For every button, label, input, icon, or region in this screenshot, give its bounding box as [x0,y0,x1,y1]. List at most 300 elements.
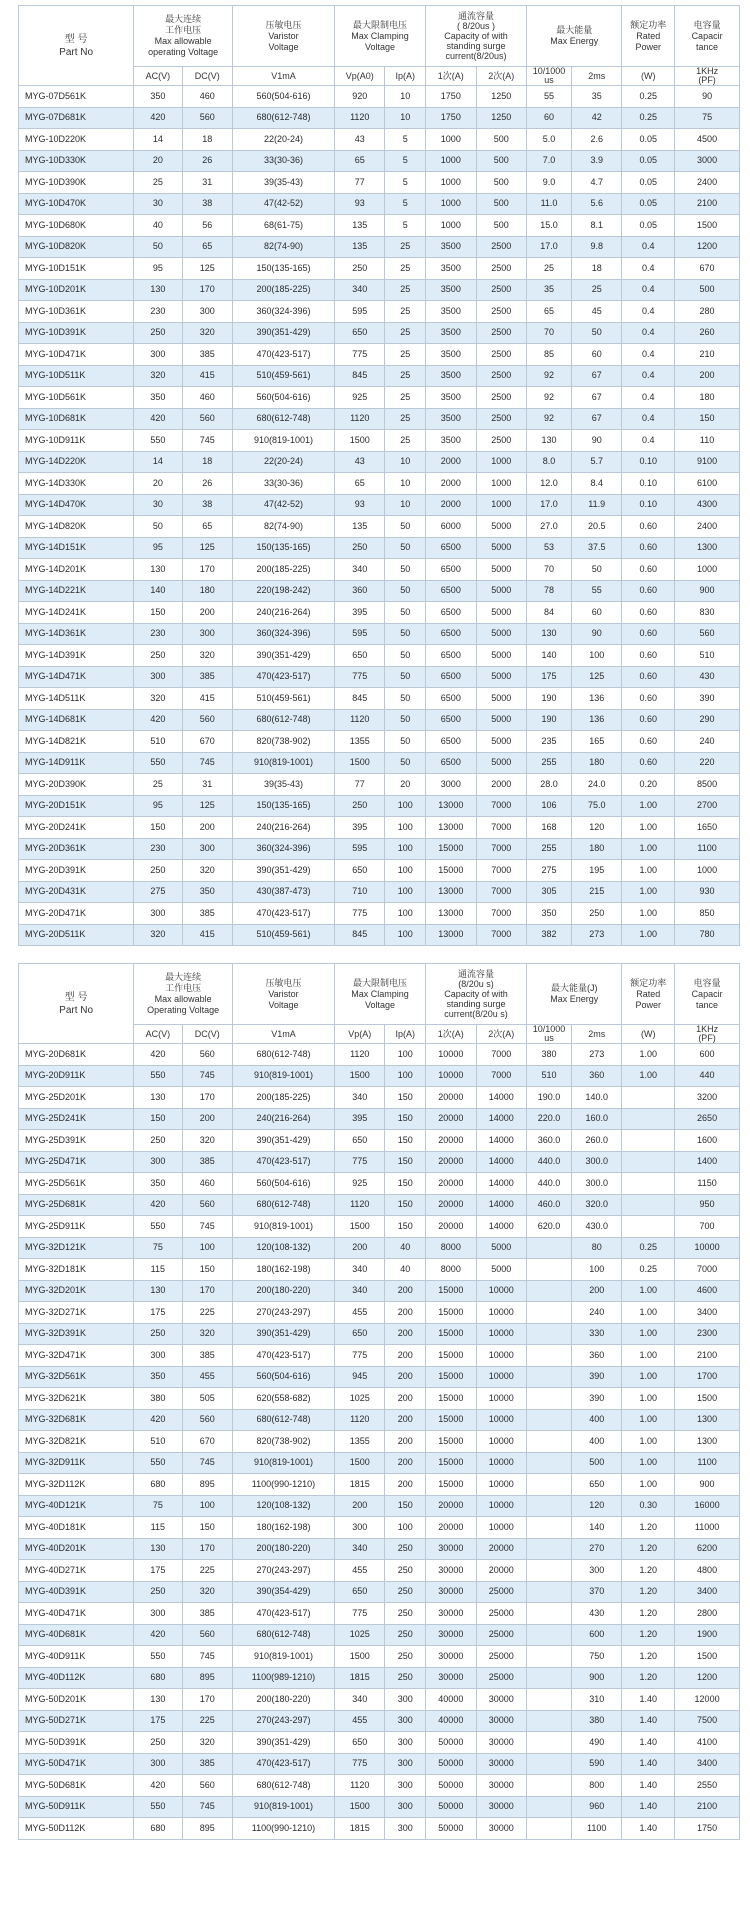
cell-dc: 100 [182,1237,232,1259]
table-row [19,193,740,215]
cell-surge-2: 14000 [476,1087,526,1109]
cell-surge-1: 1000 [426,129,476,151]
cell-capacitance: 180 [675,387,740,409]
cell-ip: 10 [385,494,426,516]
cell-varistor-voltage: 560(504-616) [232,1173,334,1195]
cell-surge-1: 40000 [426,1689,476,1711]
cell-capacitance: 260 [675,322,740,344]
cell-energy-10-1000: 53 [527,537,572,559]
cell-capacitance: 780 [675,924,740,946]
cell-ip: 100 [385,903,426,925]
cell-surge-1: 30000 [426,1603,476,1625]
cell-surge-2: 7000 [476,795,526,817]
cell-varistor-voltage: 200(185-225) [232,559,334,581]
cell-surge-1: 3500 [426,430,476,452]
cell-capacitance: 10000 [675,1237,740,1259]
cell-rated-power: 0.05 [622,150,675,172]
cell-capacitance: 670 [675,258,740,280]
subheader2-ac: AC(V) [134,1025,182,1044]
cell-energy-2ms: 300 [572,1560,622,1582]
cell-part-no: MYG-20D431K [19,881,134,903]
cell-ip: 25 [385,236,426,258]
cell-energy-10-1000 [527,1818,572,1840]
cell-ip: 200 [385,1302,426,1324]
cell-surge-1: 6500 [426,731,476,753]
cell-ac: 230 [134,301,182,323]
cell-varistor-voltage: 910(819-1001) [232,1065,334,1087]
cell-surge-1: 6500 [426,602,476,624]
cell-vp: 65 [335,150,385,172]
cell-capacitance: 6200 [675,1538,740,1560]
cell-surge-2: 30000 [476,1796,526,1818]
cell-surge-1: 20000 [426,1517,476,1539]
cell-vp: 43 [335,451,385,473]
cell-ip: 200 [385,1409,426,1431]
cell-energy-10-1000: 9.0 [527,172,572,194]
cell-varistor-voltage: 270(243-297) [232,1560,334,1582]
header2-surge-capacity: 通流容量 (8/20u s) Capacity of with standing surge current(8/20u s) [426,964,527,1025]
cell-varistor-voltage: 33(30-36) [232,473,334,495]
cell-dc: 320 [182,1732,232,1754]
cell-capacitance: 210 [675,344,740,366]
cell-surge-1: 15000 [426,1452,476,1474]
cell-ac: 380 [134,1388,182,1410]
cell-rated-power: 0.60 [622,688,675,710]
cell-surge-2: 500 [476,150,526,172]
cell-capacitance: 2800 [675,1603,740,1625]
cell-surge-2: 10000 [476,1495,526,1517]
cell-vp: 1120 [335,1409,385,1431]
cell-part-no: MYG-25D911K [19,1216,134,1238]
cell-vp: 775 [335,1753,385,1775]
cell-dc: 745 [182,752,232,774]
cell-energy-10-1000: 78 [527,580,572,602]
cell-dc: 560 [182,408,232,430]
cell-surge-1: 6500 [426,645,476,667]
cell-dc: 385 [182,1753,232,1775]
cell-vp: 1500 [335,1452,385,1474]
table-row [19,301,740,323]
cell-dc: 415 [182,365,232,387]
cell-ac: 20 [134,473,182,495]
table-row [19,322,740,344]
cell-rated-power: 0.05 [622,193,675,215]
cell-surge-2: 2500 [476,258,526,280]
cell-varistor-voltage: 820(738-902) [232,731,334,753]
cell-energy-10-1000 [527,1366,572,1388]
cell-ac: 250 [134,1323,182,1345]
cell-rated-power: 1.00 [622,1323,675,1345]
cell-energy-2ms: 160.0 [572,1108,622,1130]
cell-energy-10-1000: 140 [527,645,572,667]
cell-energy-10-1000: 25 [527,258,572,280]
cell-dc: 125 [182,795,232,817]
cell-dc: 745 [182,1796,232,1818]
cell-energy-10-1000: 382 [527,924,572,946]
cell-ac: 130 [134,1087,182,1109]
cell-energy-2ms: 50 [572,559,622,581]
subheader2-surge-2: 2次(A) [476,1025,526,1044]
cell-ac: 320 [134,688,182,710]
cell-ac: 95 [134,537,182,559]
cell-capacitance: 1500 [675,215,740,237]
cell-vp: 775 [335,1603,385,1625]
cell-varistor-voltage: 200(185-225) [232,279,334,301]
cell-ip: 150 [385,1495,426,1517]
cell-energy-10-1000 [527,1409,572,1431]
cell-ac: 420 [134,709,182,731]
cell-energy-2ms: 8.1 [572,215,622,237]
cell-surge-2: 10000 [476,1517,526,1539]
cell-ac: 130 [134,279,182,301]
cell-energy-2ms: 120 [572,817,622,839]
cell-vp: 340 [335,1538,385,1560]
cell-energy-2ms: 260.0 [572,1130,622,1152]
cell-part-no: MYG-14D821K [19,731,134,753]
cell-capacitance: 2400 [675,516,740,538]
cell-varistor-voltage: 22(20-24) [232,129,334,151]
subheader-energy-10-1000: 10/1000 us [527,67,572,86]
cell-surge-2: 10000 [476,1388,526,1410]
table-row [19,1796,740,1818]
cell-rated-power: 0.05 [622,215,675,237]
cell-surge-2: 20000 [476,1538,526,1560]
cell-ac: 25 [134,774,182,796]
cell-surge-2: 2500 [476,279,526,301]
cell-ac: 350 [134,1173,182,1195]
cell-energy-2ms: 120 [572,1495,622,1517]
cell-rated-power: 0.60 [622,537,675,559]
cell-vp: 200 [335,1495,385,1517]
cell-surge-1: 6500 [426,688,476,710]
cell-dc: 320 [182,645,232,667]
cell-surge-1: 15000 [426,1366,476,1388]
cell-energy-10-1000 [527,1280,572,1302]
header-part-no: 型 号 Part No [19,6,134,86]
cell-capacitance: 2700 [675,795,740,817]
cell-energy-10-1000: 235 [527,731,572,753]
cell-energy-2ms: 195 [572,860,622,882]
cell-part-no: MYG-40D911K [19,1646,134,1668]
table-row [19,1302,740,1324]
cell-varistor-voltage: 560(504-616) [232,86,334,108]
cell-part-no: MYG-10D220K [19,129,134,151]
table-row [19,1366,740,1388]
cell-surge-1: 20000 [426,1495,476,1517]
cell-ip: 25 [385,301,426,323]
cell-vp: 925 [335,1173,385,1195]
cell-surge-1: 15000 [426,1474,476,1496]
cell-ac: 550 [134,1796,182,1818]
cell-energy-10-1000 [527,1474,572,1496]
cell-part-no: MYG-14D221K [19,580,134,602]
cell-energy-10-1000 [527,1710,572,1732]
cell-ip: 150 [385,1216,426,1238]
cell-energy-10-1000 [527,1775,572,1797]
cell-part-no: MYG-14D201K [19,559,134,581]
cell-rated-power: 1.00 [622,1280,675,1302]
cell-ac: 140 [134,580,182,602]
cell-part-no: MYG-40D391K [19,1581,134,1603]
cell-part-no: MYG-40D681K [19,1624,134,1646]
cell-varistor-voltage: 47(42-52) [232,494,334,516]
table-row [19,172,740,194]
cell-energy-10-1000: 28.0 [527,774,572,796]
cell-part-no: MYG-14D820K [19,516,134,538]
cell-varistor-voltage: 820(738-902) [232,1431,334,1453]
cell-energy-10-1000: 175 [527,666,572,688]
cell-ac: 95 [134,795,182,817]
cell-ac: 20 [134,150,182,172]
cell-dc: 65 [182,516,232,538]
cell-capacitance: 950 [675,1194,740,1216]
cell-surge-1: 50000 [426,1818,476,1840]
cell-dc: 170 [182,1538,232,1560]
table-row [19,623,740,645]
cell-rated-power: 0.25 [622,86,675,108]
cell-energy-2ms: 273 [572,924,622,946]
cell-rated-power: 1.00 [622,924,675,946]
cell-vp: 1500 [335,752,385,774]
cell-energy-2ms: 320.0 [572,1194,622,1216]
cell-ip: 5 [385,129,426,151]
cell-part-no: MYG-10D511K [19,365,134,387]
cell-surge-2: 5000 [476,580,526,602]
cell-ip: 150 [385,1108,426,1130]
cell-varistor-voltage: 1100(990-1210) [232,1818,334,1840]
cell-vp: 1500 [335,1216,385,1238]
cell-energy-2ms: 90 [572,623,622,645]
cell-rated-power: 1.20 [622,1538,675,1560]
cell-dc: 125 [182,537,232,559]
cell-ip: 5 [385,215,426,237]
table-row [19,344,740,366]
cell-rated-power: 0.10 [622,451,675,473]
cell-ip: 250 [385,1646,426,1668]
cell-energy-10-1000 [527,1646,572,1668]
cell-capacitance: 390 [675,688,740,710]
cell-varistor-voltage: 510(459-561) [232,688,334,710]
subheader-dc: DC(V) [182,67,232,86]
cell-dc: 560 [182,709,232,731]
cell-varistor-voltage: 470(423-517) [232,1603,334,1625]
cell-rated-power: 0.10 [622,494,675,516]
cell-surge-1: 15000 [426,1280,476,1302]
cell-energy-10-1000 [527,1517,572,1539]
cell-capacitance: 3000 [675,150,740,172]
cell-varistor-voltage: 390(351-429) [232,645,334,667]
cell-energy-10-1000: 190 [527,688,572,710]
cell-surge-1: 30000 [426,1624,476,1646]
header2-varistor-voltage: 压敏电压 Varistor Voltage [232,964,334,1025]
cell-varistor-voltage: 1100(989-1210) [232,1667,334,1689]
table-row [19,1409,740,1431]
cell-capacitance: 500 [675,279,740,301]
subheader-surge-1: 1次(A) [426,67,476,86]
table-row [19,1667,740,1689]
cell-ac: 115 [134,1259,182,1281]
cell-energy-10-1000: 60 [527,107,572,129]
cell-energy-2ms: 5.7 [572,451,622,473]
table-row [19,1689,740,1711]
cell-part-no: MYG-50D681K [19,1775,134,1797]
cell-capacitance: 7500 [675,1710,740,1732]
cell-surge-2: 25000 [476,1624,526,1646]
cell-part-no: MYG-40D271K [19,1560,134,1582]
cell-rated-power: 1.00 [622,1409,675,1431]
cell-surge-1: 50000 [426,1796,476,1818]
cell-dc: 350 [182,881,232,903]
cell-rated-power: 1.00 [622,817,675,839]
cell-energy-10-1000: 5.0 [527,129,572,151]
cell-energy-10-1000 [527,1796,572,1818]
cell-surge-2: 14000 [476,1151,526,1173]
cell-vp: 455 [335,1560,385,1582]
cell-surge-1: 1000 [426,172,476,194]
cell-energy-2ms: 180 [572,838,622,860]
table-row [19,1173,740,1195]
cell-rated-power: 0.60 [622,602,675,624]
cell-varistor-voltage: 390(351-429) [232,1732,334,1754]
cell-rated-power: 1.20 [622,1603,675,1625]
cell-ac: 320 [134,365,182,387]
cell-capacitance: 440 [675,1065,740,1087]
cell-dc: 38 [182,494,232,516]
cell-energy-10-1000 [527,1323,572,1345]
cell-rated-power: 0.4 [622,279,675,301]
cell-rated-power: 0.60 [622,709,675,731]
cell-capacitance: 1900 [675,1624,740,1646]
table-row [19,752,740,774]
cell-dc: 745 [182,1646,232,1668]
cell-ip: 300 [385,1753,426,1775]
cell-dc: 300 [182,838,232,860]
cell-ip: 10 [385,451,426,473]
cell-ip: 100 [385,1065,426,1087]
cell-varistor-voltage: 120(108-132) [232,1237,334,1259]
cell-vp: 250 [335,537,385,559]
cell-vp: 77 [335,774,385,796]
cell-surge-1: 10000 [426,1044,476,1066]
cell-vp: 1025 [335,1388,385,1410]
cell-capacitance: 2100 [675,1345,740,1367]
cell-capacitance: 2650 [675,1108,740,1130]
cell-energy-2ms: 80 [572,1237,622,1259]
cell-dc: 31 [182,172,232,194]
header-max-energy: 最大能量 Max Energy [527,6,622,67]
cell-varistor-voltage: 33(30-36) [232,150,334,172]
cell-varistor-voltage: 390(351-429) [232,1130,334,1152]
cell-part-no: MYG-14D391K [19,645,134,667]
cell-surge-1: 3500 [426,236,476,258]
table-row [19,1431,740,1453]
cell-part-no: MYG-50D271K [19,1710,134,1732]
table-row [19,602,740,624]
cell-capacitance: 1300 [675,1409,740,1431]
table-row [19,1538,740,1560]
cell-ip: 250 [385,1667,426,1689]
cell-part-no: MYG-10D471K [19,344,134,366]
cell-energy-2ms: 330 [572,1323,622,1345]
subheader2-pf: 1KHz (PF) [675,1025,740,1044]
cell-vp: 300 [335,1517,385,1539]
cell-dc: 26 [182,473,232,495]
table-row [19,1710,740,1732]
cell-dc: 745 [182,430,232,452]
cell-ac: 175 [134,1710,182,1732]
cell-vp: 340 [335,559,385,581]
cell-vp: 1500 [335,1065,385,1087]
cell-part-no: MYG-20D471K [19,903,134,925]
cell-surge-1: 50000 [426,1775,476,1797]
cell-energy-2ms: 430 [572,1603,622,1625]
cell-capacitance: 110 [675,430,740,452]
cell-vp: 1120 [335,709,385,731]
cell-capacitance: 1100 [675,1452,740,1474]
cell-vp: 595 [335,838,385,860]
subheader2-v1ma: V1mA [232,1025,334,1044]
cell-ip: 50 [385,580,426,602]
cell-ac: 350 [134,387,182,409]
table-row [19,1044,740,1066]
cell-energy-10-1000: 220.0 [527,1108,572,1130]
cell-rated-power: 0.60 [622,559,675,581]
cell-part-no: MYG-25D561K [19,1173,134,1195]
cell-energy-10-1000: 65 [527,301,572,323]
cell-ac: 550 [134,752,182,774]
cell-capacitance: 1300 [675,537,740,559]
cell-surge-2: 5000 [476,1237,526,1259]
header-capacitance: 电容量 Capacir tance [675,6,740,67]
cell-ac: 550 [134,430,182,452]
cell-surge-1: 15000 [426,838,476,860]
cell-part-no: MYG-14D681K [19,709,134,731]
header-varistor-voltage: 压敏电压 Varistor Voltage [232,6,334,67]
cell-vp: 595 [335,623,385,645]
cell-capacitance: 3400 [675,1581,740,1603]
cell-part-no: MYG-10D681K [19,408,134,430]
cell-surge-1: 10000 [426,1065,476,1087]
cell-rated-power: 0.4 [622,322,675,344]
cell-surge-1: 15000 [426,1302,476,1324]
cell-rated-power: 0.60 [622,623,675,645]
cell-vp: 650 [335,1732,385,1754]
cell-varistor-voltage: 82(74-90) [232,236,334,258]
cell-dc: 385 [182,903,232,925]
table-row [19,666,740,688]
subheader-vp: Vp(A0) [335,67,385,86]
cell-energy-10-1000 [527,1388,572,1410]
cell-energy-2ms: 24.0 [572,774,622,796]
table-row [19,365,740,387]
cell-energy-2ms: 3.9 [572,150,622,172]
cell-ip: 250 [385,1581,426,1603]
table-row [19,430,740,452]
cell-ac: 30 [134,193,182,215]
cell-dc: 320 [182,1130,232,1152]
table-row [19,537,740,559]
table-row [19,215,740,237]
table-block-2 [18,963,740,1840]
cell-ip: 10 [385,86,426,108]
cell-dc: 560 [182,1194,232,1216]
varistor-spec-table-2 [18,963,740,1840]
cell-dc: 225 [182,1710,232,1732]
cell-capacitance: 2300 [675,1323,740,1345]
cell-rated-power: 1.20 [622,1667,675,1689]
cell-rated-power: 0.60 [622,645,675,667]
cell-dc: 150 [182,1517,232,1539]
